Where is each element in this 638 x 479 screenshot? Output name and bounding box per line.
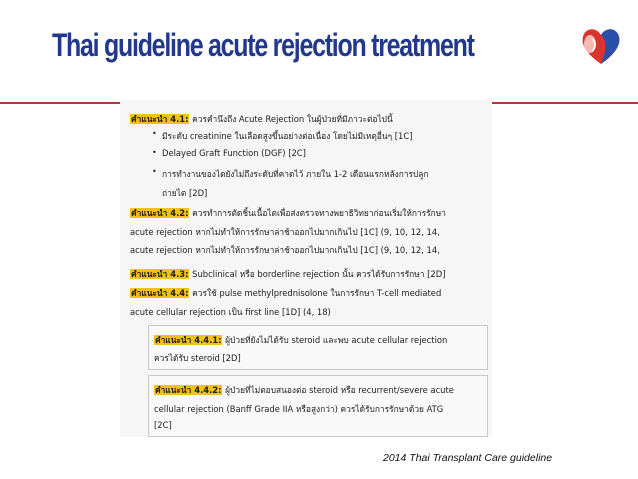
recommendation-4-3-text: Subclinical หรือ borderline rejection นั้น ควรได้รับการรักษา [2D]: [192, 269, 446, 279]
recommendation-4-4-2-line: [2C]: [154, 420, 172, 430]
recommendation-4-1-bullet: มีระดับ creatinine ในเลือดสูงขึ้นอย่างต่อเนื่อง โดยไม่มีเหตุอื่นๆ [1C]: [162, 131, 413, 141]
recommendation-4-3-label: คำแนะนำ 4.3:: [131, 269, 189, 279]
source-caption: 2014 Thai Transplant Care guideline: [383, 452, 553, 464]
recommendation-4-2-line: acute rejection หากไม่ทำให้การรักษาล่าช้าออกไปมากเกินไป [1C] (9, 10, 12, 14,: [130, 227, 440, 237]
recommendation-4-4-text: ควรใช้ pulse methylprednisolone ในการรักษา T-cell mediated: [192, 288, 442, 298]
recommendation-4-4-label: คำแนะนำ 4.4:: [131, 288, 189, 298]
recommendation-4-2-label: คำแนะนำ 4.2:: [131, 208, 189, 218]
recommendation-4-1-label: คำแนะนำ 4.1:: [131, 114, 189, 124]
recommendation-4-4-1-text: ผู้ป่วยที่ยังไม่ได้รับ steroid และพบ acute cellular rejection: [225, 335, 448, 345]
recommendation-4-1-bullet: การทำงานของไตยังไม่ถึงระดับที่คาดไว้ ภายใน 1-2 เดือนแรกหลังการปลูก: [162, 169, 429, 179]
recommendation-4-4-1-label: คำแนะนำ 4.4.1:: [155, 335, 222, 345]
recommendation-4-2-line: [130, 206, 446, 220]
recommendation-4-4-1-line: [154, 333, 447, 347]
recommendation-4-1-line: [130, 112, 393, 126]
recommendation-4-4-1-line: ควรได้รับ steroid [2D]: [154, 353, 241, 363]
heart-kidney-logo-icon: [578, 22, 624, 68]
guideline-excerpt: [120, 100, 492, 437]
recommendation-4-3-line: [130, 267, 445, 281]
recommendation-4-4-2-text: ผู้ป่วยที่ไม่ตอบสนองต่อ steroid หรือ recurrent/severe acute: [225, 385, 454, 395]
recommendation-4-4-2-line: cellular rejection (Banff Grade IIA หรือสูงกว่า) ควรได้รับการรักษาด้วย ATG: [154, 404, 444, 414]
divider-left: [0, 102, 120, 104]
recommendation-4-2-line: acute rejection หากไม่ทำให้การรักษาล่าช้าออกไปมากเกินไป [1C] (9, 10, 12, 14,: [130, 245, 440, 255]
slide-title: Thai guideline acute rejection treatment: [52, 27, 474, 63]
recommendation-4-4-2-label: คำแนะนำ 4.4.2:: [155, 385, 222, 395]
divider-right: [492, 102, 638, 104]
bullet-icon: •: [152, 148, 157, 157]
recommendation-4-1-bullet-cont: ถ่ายไต [2D]: [162, 188, 208, 198]
recommendation-4-4-2-line: [154, 383, 454, 397]
recommendation-4-1-bullet: Delayed Graft Function (DGF) [2C]: [162, 148, 306, 158]
recommendation-4-4-line: [130, 286, 441, 300]
recommendation-4-2-text: ควรทำการตัดชิ้นเนื้อไตเพื่อส่งตรวจทางพยาธิวิทยาก่อนเริ่มให้การรักษา: [192, 208, 446, 218]
recommendation-4-4-line: acute cellular rejection เป็น first line [1D] (4, 18): [130, 307, 331, 317]
recommendation-4-1-text: ควรคำนึงถึง Acute Rejection ในผู้ป่วยที่มีภาวะต่อไปนี้: [192, 114, 393, 124]
bullet-icon: •: [152, 167, 157, 176]
bullet-icon: •: [152, 129, 157, 138]
